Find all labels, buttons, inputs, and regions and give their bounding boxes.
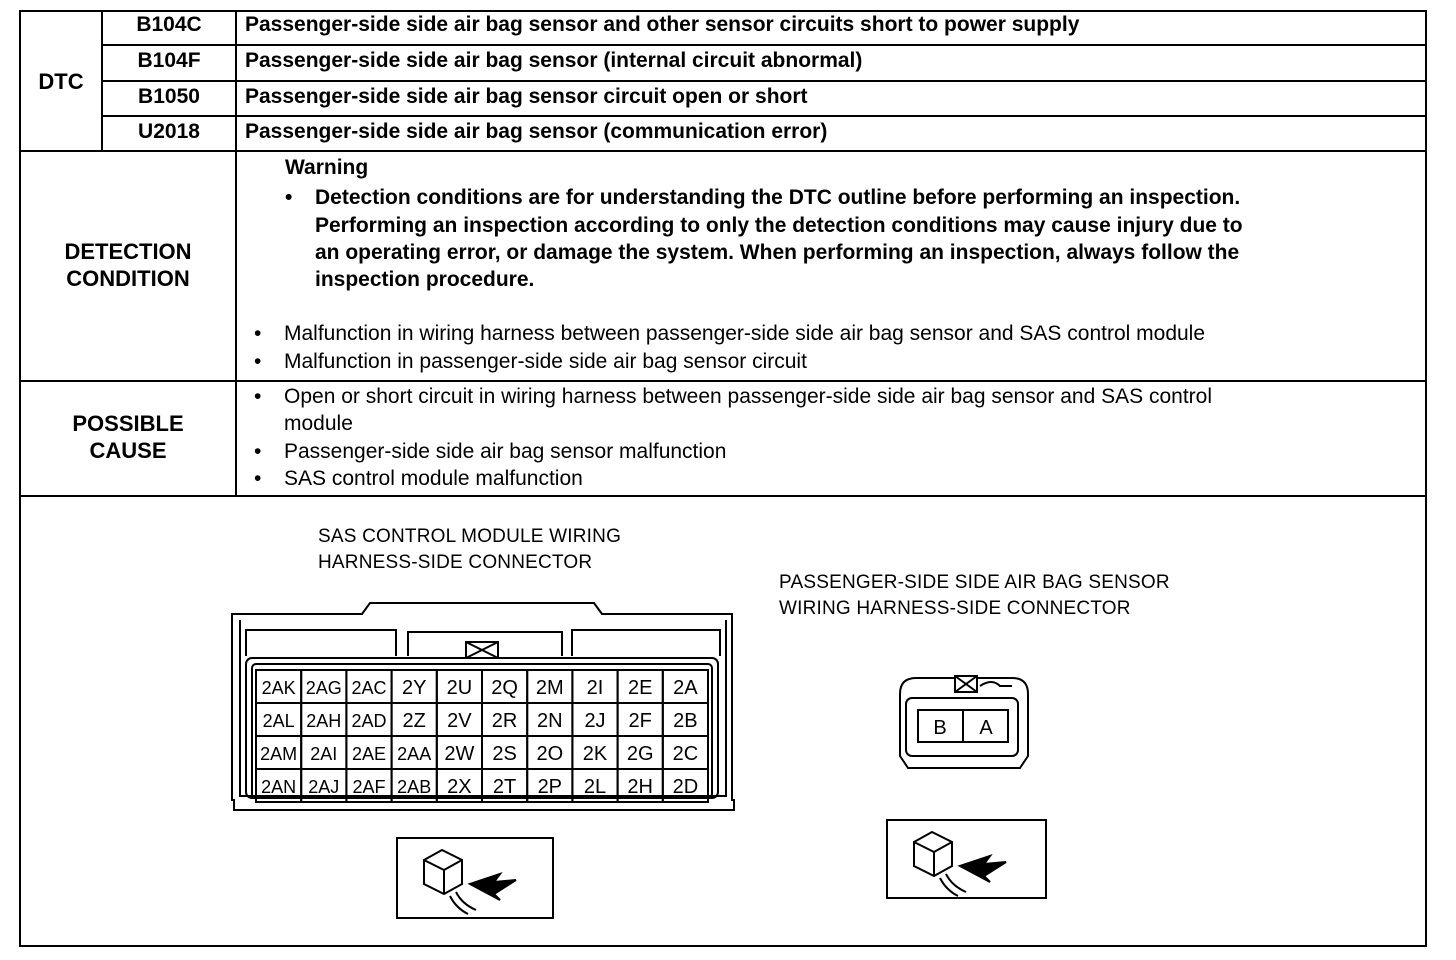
warning-line: inspection procedure. <box>315 268 535 291</box>
sas-pin-label: 2I <box>586 677 604 699</box>
sas-pin-label: 2J <box>584 710 606 732</box>
sas-pin-label: 2R <box>491 710 518 732</box>
sas-pin-label: 2N <box>537 710 563 732</box>
sas-pin-label: 2L <box>583 776 607 798</box>
sensor-connector-caption: WIRING HARNESS-SIDE CONNECTOR <box>779 598 1131 619</box>
detection-label-line2: CONDITION <box>66 266 190 291</box>
dtc-description: Passenger-side side air bag sensor circuit open or short <box>245 85 808 108</box>
detection-bullet: • Malfunction in passenger-side side air bag sensor circuit <box>284 348 807 375</box>
sas-pin-label: 2C <box>672 743 699 765</box>
sas-pin-label: 2AH <box>306 711 342 731</box>
sas-pin-label: 2K <box>582 743 608 765</box>
sas-pin-label: 2AA <box>397 744 432 764</box>
warning-line: Performing an inspection according to only the detection conditions may cause injury due to <box>315 214 1243 237</box>
sas-pin-label: 2AN <box>261 777 297 797</box>
detection-label-line1: DETECTION <box>64 239 192 264</box>
connector-view-icon <box>887 820 1046 898</box>
sensor-connector-caption: PASSENGER-SIDE SIDE AIR BAG SENSOR <box>779 572 1170 593</box>
sensor-pin-label: A <box>979 717 993 739</box>
sas-pin-label: 2AG <box>305 678 342 698</box>
dtc-code: B1050 <box>138 85 200 108</box>
sas-pin-label: 2AC <box>351 678 387 698</box>
sas-pin-label: 2H <box>627 776 653 798</box>
sas-connector-caption: SAS CONTROL MODULE WIRING <box>318 526 622 547</box>
dtc-description: Passenger-side side air bag sensor (communication error) <box>245 120 828 143</box>
sas-pin-label: 2AM <box>260 744 298 764</box>
sas-pin-label: 2U <box>446 677 473 699</box>
sas-connector-caption: HARNESS-SIDE CONNECTOR <box>318 552 593 573</box>
sensor-pin-label: B <box>933 717 947 739</box>
sas-pin-label: 2O <box>536 743 564 765</box>
dtc-description: Passenger-side side air bag sensor and other sensor circuits short to power supply <box>245 13 1080 36</box>
sas-pin-grid <box>256 670 708 802</box>
sas-pin-label: 2G <box>626 743 654 765</box>
sas-pin-label: 2A <box>673 677 698 699</box>
sas-pin-label: 2W <box>444 743 475 765</box>
sas-pin-label: 2P <box>537 776 563 798</box>
dtc-code: U2018 <box>138 120 200 143</box>
sas-pin-label: 2V <box>447 710 472 732</box>
sas-pin-label: 2B <box>673 710 698 732</box>
sas-pin-label: 2AD <box>351 711 387 731</box>
possible-cause-label-line2: CAUSE <box>89 438 167 463</box>
dtc-code: B104C <box>136 13 202 36</box>
warning-line: • Detection conditions are for understanding the DTC outline before performing an inspection. <box>315 184 1240 211</box>
cause-bullet: • Passenger-side side air bag sensor malfunction <box>284 438 726 465</box>
cause-bullet: • SAS control module malfunction <box>284 465 583 492</box>
cause-bullet: • Open or short circuit in wiring harness between passenger-side side air bag sensor and SAS control <box>284 383 1212 410</box>
dtc-code: B104F <box>137 49 201 72</box>
sas-pin-label: 2AK <box>261 678 296 698</box>
sas-pin-label: 2Q <box>491 677 518 699</box>
warning-title: Warning <box>285 156 369 179</box>
possible-cause-label-line1: POSSIBLE <box>72 411 184 436</box>
sas-pin-label: 2M <box>535 677 564 699</box>
sas-pin-label: 2AI <box>310 744 338 764</box>
sas-pin-label: 2AB <box>397 777 432 797</box>
sas-pin-label: 2X <box>447 776 472 798</box>
sas-pin-label: 2Z <box>402 710 426 732</box>
sas-pin-label: 2AE <box>351 744 387 764</box>
sas-pin-label: 2AJ <box>308 777 340 797</box>
sas-pin-label: 2D <box>672 776 699 798</box>
cause-bullet-continuation: module <box>284 412 353 435</box>
sas-pin-label: 2T <box>492 776 517 798</box>
detection-bullet: • Malfunction in wiring harness between passenger-side side air bag sensor and SAS control module <box>284 320 1205 347</box>
sas-pin-label: 2E <box>627 677 653 699</box>
sas-pin-label: 2F <box>628 710 652 732</box>
dtc-label: DTC <box>38 69 84 94</box>
sas-pin-label: 2AF <box>352 777 386 797</box>
connector-view-icon <box>397 838 553 918</box>
sas-pin-label: 2S <box>492 743 517 765</box>
warning-line: an operating error, or damage the system. When performing an inspection, always follow the <box>315 241 1240 264</box>
dtc-description: Passenger-side side air bag sensor (internal circuit abnormal) <box>245 49 863 72</box>
sas-pin-label: 2AL <box>262 711 295 731</box>
sas-pin-label: 2Y <box>401 677 427 699</box>
